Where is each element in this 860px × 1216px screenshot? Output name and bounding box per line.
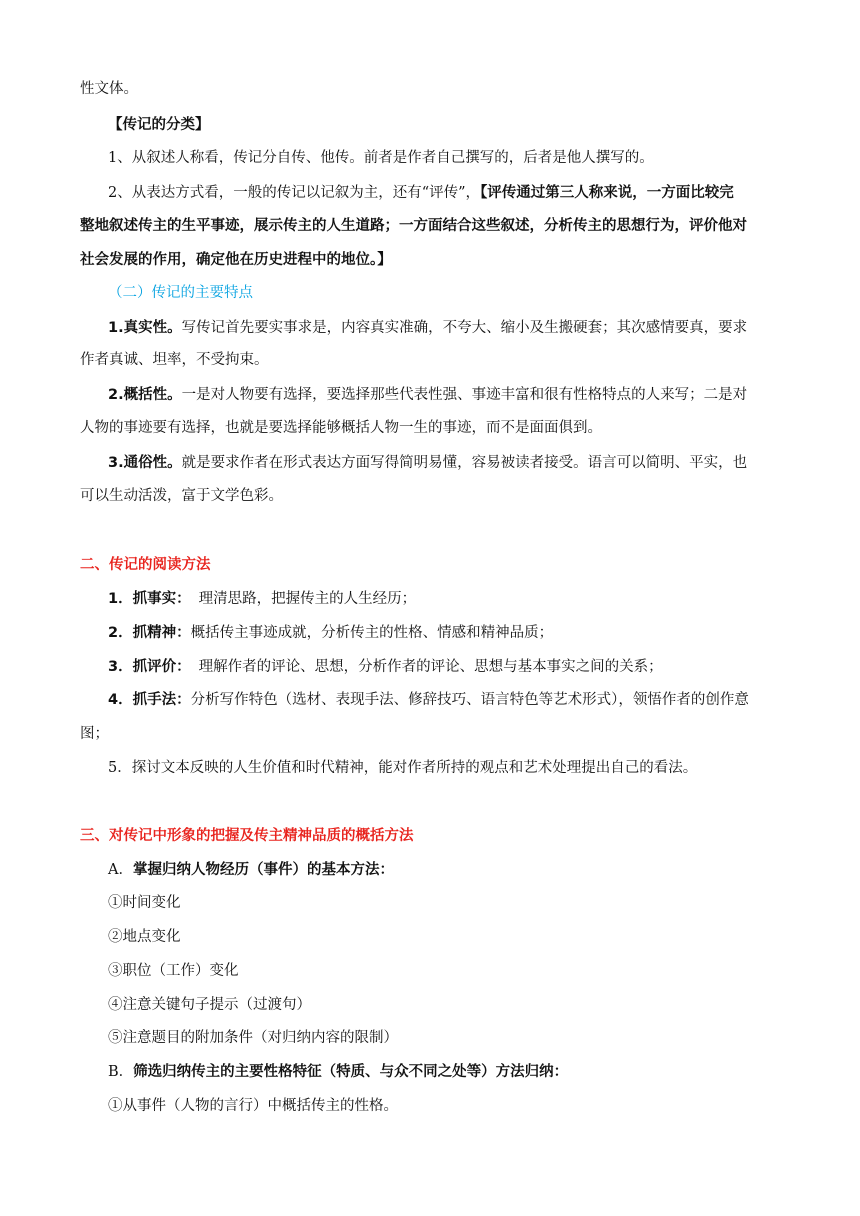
feature-3-label: 3.通俗性。 (108, 455, 182, 471)
grasp-heading: 三、对传记中形象的把握及传主精神品质的概括方法 (80, 828, 414, 844)
method-1-text: 理清思路，把握传主的人生经历； (198, 591, 417, 607)
method-2-text: 概括传主事迹成就，分析传主的性格、情感和精神品质； (190, 625, 554, 641)
grasp-a-item: ⑤注意题目的附加条件（对归纳内容的限制） (108, 1030, 398, 1046)
grasp-a-item: ④注意关键句子提示（过渡句） (108, 997, 311, 1013)
method-3-label: 3．抓评价： (108, 659, 191, 675)
feature-2-text-b: 人物的事迹要有选择，也就是要选择能够概括人物一生的事迹，而不是面面俱到。 (80, 420, 602, 436)
classification-item-2 (108, 183, 734, 203)
method-1 (108, 589, 416, 609)
feature-2-label: 2.概括性。 (108, 387, 182, 403)
method-4-text-a: 分析写作特色（选材、表现手法、修辞技巧、语言特色等艺术形式），领悟作者的创作意 (190, 692, 749, 708)
grasp-a-prefix: A． (108, 862, 133, 878)
grasp-a-item: ①时间变化 (108, 895, 181, 911)
feature-1-text-b: 作者真诚、坦率，不受拘束。 (80, 352, 269, 368)
method-2 (108, 623, 553, 643)
grasp-a-item: ③职位（工作）变化 (108, 963, 239, 979)
feature-3 (108, 453, 747, 473)
feature-2 (108, 385, 747, 405)
classification-item-2-bold-a: 【评传通过第三人称来说，一方面比较完 (480, 185, 734, 201)
method-3 (108, 657, 663, 677)
feature-1-label: 1.真实性。 (108, 320, 182, 336)
classification-item-2-bold-c: 社会发展的作用，确定他在历史进程中的地位。】 (80, 252, 392, 268)
reading-heading: 二、传记的阅读方法 (80, 557, 211, 573)
method-4-text-b: 图； (80, 726, 109, 742)
classification-item-2-lead: 2、从表达方式看，一般的传记以记叙为主，还有“评传”， (108, 185, 481, 201)
grasp-a-label: 掌握归纳人物经历（事件）的基本方法： (132, 862, 394, 878)
feature-2-text-a: 一是对人物要有选择，要选择那些代表性强、事迹丰富和很有性格特点的人来写；二是对 (181, 387, 748, 403)
method-4 (108, 690, 749, 710)
feature-1 (108, 318, 747, 338)
grasp-b-heading (108, 1062, 568, 1082)
grasp-b-item-1: ①从事件（人物的言行）中概括传主的性格。 (108, 1098, 398, 1114)
classification-item-1: 1、从叙述人称看，传记分自传、他传。前者是作者自己撰写的，后者是他人撰写的。 (108, 150, 654, 166)
method-2-label: 2．抓精神： (108, 625, 191, 641)
feature-1-text-a: 写传记首先要实事求是，内容真实准确，不夸大、缩小及生搬硬套；其次感情要真，要求 (181, 320, 748, 336)
method-4-label: 4．抓手法： (108, 692, 191, 708)
feature-3-text-b: 可以生动活泼，富于文学色彩。 (80, 488, 283, 504)
method-3-text: 理解作者的评论、思想，分析作者的评论、思想与基本事实之间的关系； (198, 659, 663, 675)
classification-heading: 【传记的分类】 (108, 117, 210, 133)
method-1-label: 1．抓事实： (108, 591, 191, 607)
grasp-b-label: 筛选归纳传主的主要性格特征（特质、与众不同之处等）方法归纳： (133, 1064, 569, 1080)
grasp-b-prefix: B． (108, 1064, 134, 1080)
method-5: 5．探讨文本反映的人生价值和时代精神，能对作者所持的观点和艺术处理提出自己的看法。 (108, 760, 698, 776)
grasp-a-item: ②地点变化 (108, 929, 181, 945)
classification-item-2-bold-b: 整地叙述传主的生平事迹，展示传主的人生道路；一方面结合这些叙述，分析传主的思想行为，评价他对 (80, 218, 747, 234)
features-heading: （二）传记的主要特点 (108, 285, 253, 301)
grasp-a-heading (108, 860, 394, 880)
intro-tail: 性文体。 (80, 81, 138, 97)
feature-3-text-a: 就是要求作者在形式表达方面写得简明易懂，容易被读者接受。语言可以简明、平实，也 (181, 455, 748, 471)
